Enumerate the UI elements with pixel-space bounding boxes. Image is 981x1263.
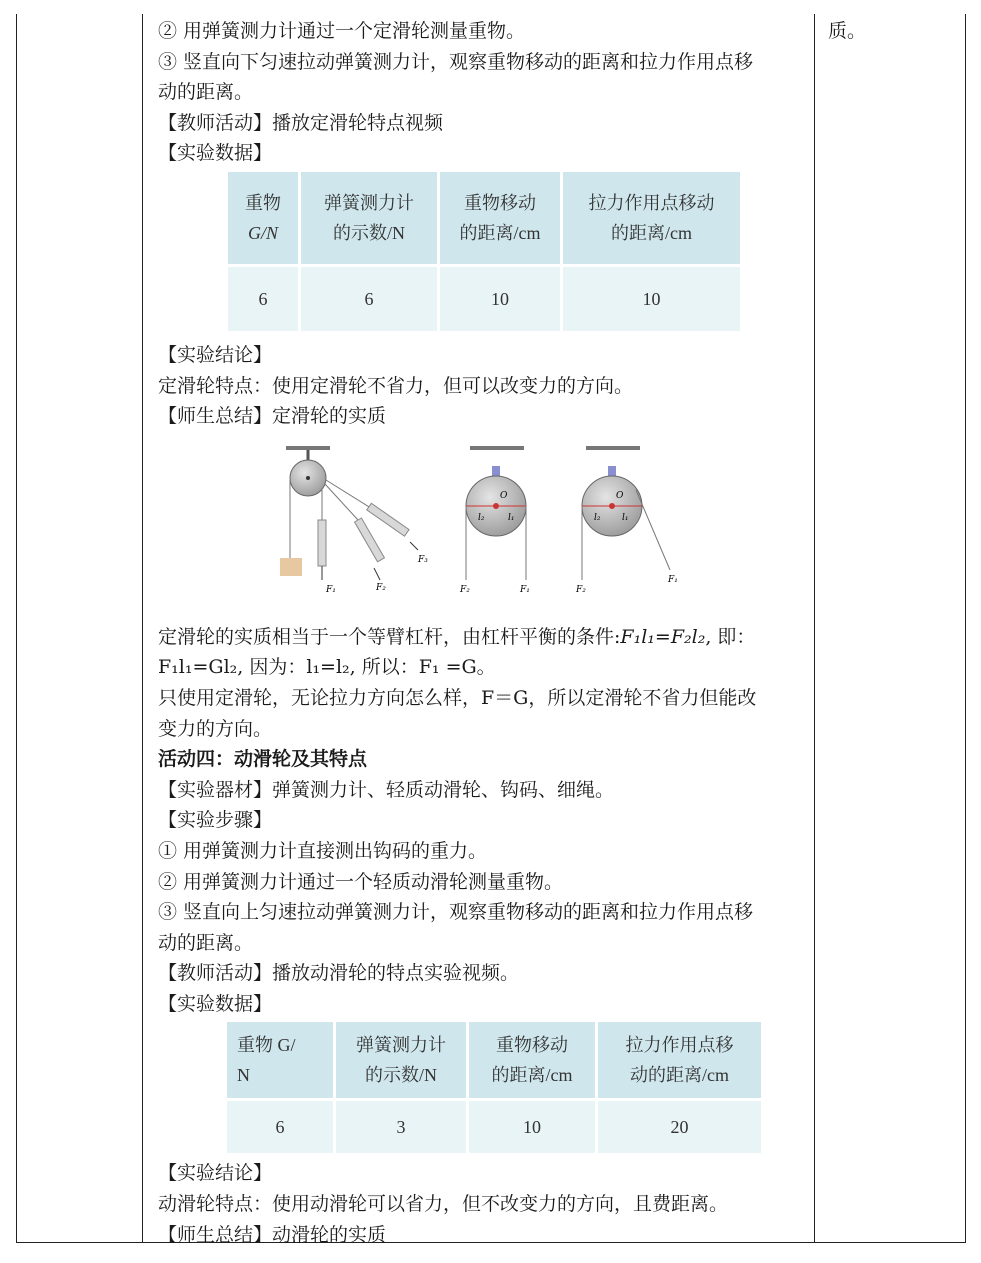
column-divider-right bbox=[814, 14, 815, 1243]
text-line: ③ 竖直向上匀速拉动弹簧测力计，观察重物移动的距离和拉力作用点移 bbox=[158, 901, 754, 924]
table-header-cell: 重物 G/N bbox=[228, 172, 298, 264]
table-header-cell: 重物移动 的距离/cm bbox=[440, 172, 560, 264]
diagram-label: F₁ bbox=[520, 585, 530, 595]
text-line: 动滑轮特点：使用动滑轮可以省力，但不改变力的方向，且费距离。 bbox=[158, 1193, 729, 1216]
table-cell: 6 bbox=[301, 267, 437, 331]
diagram-label: l₂ bbox=[478, 513, 485, 523]
text-line: 变力的方向。 bbox=[158, 717, 273, 740]
column-divider-left bbox=[142, 14, 143, 1243]
text-line: 【师生总结】动滑轮的实质 bbox=[158, 1223, 387, 1246]
table-cell: 10 bbox=[563, 267, 740, 331]
text-line: 【实验器材】弹簧测力计、轻质动滑轮、钩码、细绳。 bbox=[158, 778, 615, 801]
text-line: 定滑轮特点：使用定滑轮不省力，但可以改变力的方向。 bbox=[158, 374, 634, 397]
diagram-label: l₁ bbox=[508, 513, 515, 523]
diagram-label: F₃ bbox=[418, 555, 428, 565]
diagram-label: O bbox=[616, 491, 624, 501]
table-cell: 20 bbox=[598, 1101, 761, 1153]
diagram-label: l₂ bbox=[594, 513, 601, 523]
text-line: 只使用定滑轮，无论拉力方向怎么样，F＝G，所以定滑轮不省力但能改 bbox=[158, 686, 757, 709]
table-cell: 10 bbox=[440, 267, 560, 331]
text-line: 动的距离。 bbox=[158, 81, 254, 104]
table-cell: 6 bbox=[227, 1101, 333, 1153]
formula-line-1: 定滑轮的实质相当于一个等臂杠杆，由杠杆平衡的条件:F₁l₁=F₂l₂, 即： bbox=[158, 625, 756, 648]
side-column-text: 质。 bbox=[828, 20, 867, 42]
fixed-pulley-diagram bbox=[270, 440, 690, 600]
table-cell: 3 bbox=[336, 1101, 466, 1153]
text-line: 【实验数据】 bbox=[158, 142, 273, 165]
pulley-figure-3 bbox=[575, 446, 678, 595]
diagram-label: O bbox=[500, 491, 508, 501]
diagram-label: l₁ bbox=[622, 513, 629, 523]
text-line: ③ 竖直向下匀速拉动弹簧测力计，观察重物移动的距离和拉力作用点移 bbox=[158, 50, 754, 73]
diagram-label: F₁ bbox=[326, 585, 336, 595]
table-header-cell: 重物 G/ N bbox=[227, 1022, 333, 1098]
text-line: 【实验结论】 bbox=[158, 343, 273, 366]
text-line: 【实验步骤】 bbox=[158, 809, 273, 832]
text-line: ① 用弹簧测力计直接测出钩码的重力。 bbox=[158, 839, 488, 862]
text-line: 【教师活动】播放定滑轮特点视频 bbox=[158, 111, 444, 134]
text-line: 【实验数据】 bbox=[158, 992, 273, 1015]
pulley-figure-1 bbox=[280, 446, 428, 595]
table-cell: 6 bbox=[228, 267, 298, 331]
table-header-cell: 拉力作用点移动 的距离/cm bbox=[563, 172, 740, 264]
formula-line-2: F₁l₁=Gl₂, 因为：l₁=l₂, 所以：F₁ =G。 bbox=[158, 656, 496, 679]
pulley-figure-2 bbox=[459, 446, 530, 595]
main-content bbox=[158, 16, 813, 1250]
table-header-cell: 拉力作用点移 动的距离/cm bbox=[598, 1022, 761, 1098]
text-line: 【教师活动】播放动滑轮的特点实验视频。 bbox=[158, 962, 520, 985]
table-header-cell: 重物移动 的距离/cm bbox=[469, 1022, 595, 1098]
text-line: 动的距离。 bbox=[158, 931, 254, 954]
table-header-cell: 弹簧测力计 的示数/N bbox=[301, 172, 437, 264]
text-line: ② 用弹簧测力计通过一个轻质动滑轮测量重物。 bbox=[158, 870, 564, 893]
text-line: 【师生总结】定滑轮的实质 bbox=[158, 405, 387, 428]
diagram-label: F₂ bbox=[376, 583, 386, 593]
data-table-movable-pulley bbox=[224, 1019, 764, 1156]
table-header-cell: 弹簧测力计 的示数/N bbox=[336, 1022, 466, 1098]
text-line: ② 用弹簧测力计通过一个定滑轮测量重物。 bbox=[158, 20, 526, 42]
diagram-label: F₂ bbox=[460, 585, 470, 595]
table-cell: 10 bbox=[469, 1101, 595, 1153]
diagram-label: F₂ bbox=[576, 585, 586, 595]
diagram-label: F₁ bbox=[668, 575, 678, 585]
activity-title: 活动四：动滑轮及其特点 bbox=[158, 748, 368, 771]
text-line: 【实验结论】 bbox=[158, 1162, 273, 1185]
data-table-fixed-pulley bbox=[225, 169, 743, 334]
